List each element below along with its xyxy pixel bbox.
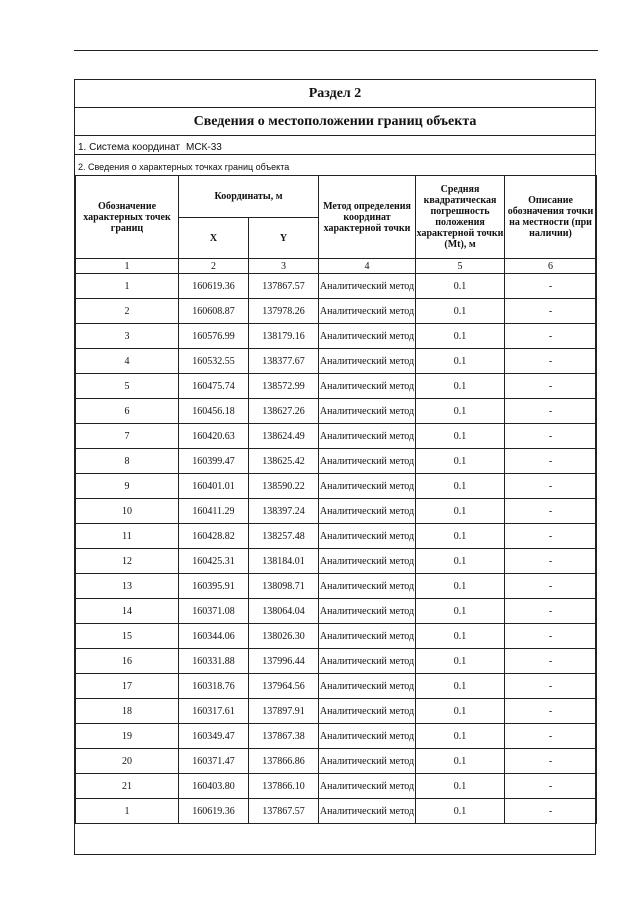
cell-y: 138026.30 — [249, 624, 319, 649]
cell-y: 138184.01 — [249, 549, 319, 574]
cell-x: 160371.47 — [179, 749, 249, 774]
cell-y: 138627.26 — [249, 399, 319, 424]
cell-method: Аналитический метод — [319, 274, 416, 299]
cell-method: Аналитический метод — [319, 599, 416, 624]
cell-method: Аналитический метод — [319, 749, 416, 774]
cell-error: 0.1 — [416, 274, 505, 299]
cell-x: 160317.61 — [179, 699, 249, 724]
cell-error: 0.1 — [416, 624, 505, 649]
cell-point: 3 — [76, 324, 179, 349]
table-row — [76, 649, 597, 674]
cell-method: Аналитический метод — [319, 299, 416, 324]
cell-y: 138397.24 — [249, 499, 319, 524]
cell-y: 137867.57 — [249, 799, 319, 824]
cell-point: 1 — [76, 799, 179, 824]
cell-x: 160456.18 — [179, 399, 249, 424]
cell-method: Аналитический метод — [319, 799, 416, 824]
cell-description: - — [505, 324, 597, 349]
section-subtitle: Сведения о местоположении границ объекта — [75, 108, 595, 136]
table-row — [76, 374, 597, 399]
top-rule — [74, 50, 598, 51]
cell-description: - — [505, 674, 597, 699]
table-row — [76, 624, 597, 649]
cell-method: Аналитический метод — [319, 699, 416, 724]
col-number: 5 — [416, 259, 505, 274]
cell-point: 16 — [76, 649, 179, 674]
cell-point: 12 — [76, 549, 179, 574]
cell-x: 160401.01 — [179, 474, 249, 499]
cell-x: 160403.80 — [179, 774, 249, 799]
cell-point: 20 — [76, 749, 179, 774]
table-row — [76, 449, 597, 474]
cell-method: Аналитический метод — [319, 474, 416, 499]
cell-x: 160344.06 — [179, 624, 249, 649]
cell-description: - — [505, 274, 597, 299]
cell-description: - — [505, 474, 597, 499]
cell-description: - — [505, 449, 597, 474]
cell-x: 160399.47 — [179, 449, 249, 474]
cell-point: 19 — [76, 724, 179, 749]
cell-point: 1 — [76, 274, 179, 299]
cell-x: 160619.36 — [179, 799, 249, 824]
table-row — [76, 349, 597, 374]
cell-error: 0.1 — [416, 449, 505, 474]
table-row — [76, 799, 597, 824]
table-row — [76, 774, 597, 799]
cell-description: - — [505, 499, 597, 524]
cell-y: 138625.42 — [249, 449, 319, 474]
cell-description: - — [505, 799, 597, 824]
cell-x: 160608.87 — [179, 299, 249, 324]
cell-y: 137978.26 — [249, 299, 319, 324]
cell-point: 7 — [76, 424, 179, 449]
cell-x: 160331.88 — [179, 649, 249, 674]
cell-method: Аналитический метод — [319, 674, 416, 699]
cell-method: Аналитический метод — [319, 399, 416, 424]
cell-error: 0.1 — [416, 699, 505, 724]
cell-point: 6 — [76, 399, 179, 424]
cell-method: Аналитический метод — [319, 449, 416, 474]
cell-error: 0.1 — [416, 574, 505, 599]
section-title: Раздел 2 — [75, 80, 595, 108]
cell-y: 137867.57 — [249, 274, 319, 299]
table-row — [76, 724, 597, 749]
cell-error: 0.1 — [416, 324, 505, 349]
cell-error: 0.1 — [416, 399, 505, 424]
document-frame — [74, 79, 596, 855]
table-row — [76, 749, 597, 774]
cell-method: Аналитический метод — [319, 374, 416, 399]
cell-description: - — [505, 299, 597, 324]
cell-y: 137964.56 — [249, 674, 319, 699]
cell-y: 138064.04 — [249, 599, 319, 624]
cell-description: - — [505, 599, 597, 624]
cell-point: 9 — [76, 474, 179, 499]
cell-y: 137897.91 — [249, 699, 319, 724]
cell-y: 137866.86 — [249, 749, 319, 774]
cell-error: 0.1 — [416, 724, 505, 749]
cell-description: - — [505, 374, 597, 399]
col-number: 3 — [249, 259, 319, 274]
cell-description: - — [505, 749, 597, 774]
cell-y: 137866.10 — [249, 774, 319, 799]
cell-x: 160371.08 — [179, 599, 249, 624]
header-method: Метод определения координат характерной точки — [319, 176, 416, 259]
cell-description: - — [505, 699, 597, 724]
cell-point: 8 — [76, 449, 179, 474]
cell-description: - — [505, 424, 597, 449]
cell-description: - — [505, 524, 597, 549]
cell-method: Аналитический метод — [319, 774, 416, 799]
cell-method: Аналитический метод — [319, 424, 416, 449]
cell-point: 14 — [76, 599, 179, 624]
table-row — [76, 274, 597, 299]
cell-point: 10 — [76, 499, 179, 524]
cell-method: Аналитический метод — [319, 574, 416, 599]
cell-description: - — [505, 624, 597, 649]
cell-x: 160475.74 — [179, 374, 249, 399]
cell-error: 0.1 — [416, 299, 505, 324]
cell-method: Аналитический метод — [319, 724, 416, 749]
cell-error: 0.1 — [416, 374, 505, 399]
cell-error: 0.1 — [416, 674, 505, 699]
cell-y: 137996.44 — [249, 649, 319, 674]
col-number: 6 — [505, 259, 597, 274]
table-row — [76, 574, 597, 599]
table-row — [76, 599, 597, 624]
cell-y: 138572.99 — [249, 374, 319, 399]
cell-y: 137867.38 — [249, 724, 319, 749]
table-row — [76, 699, 597, 724]
table-row — [76, 674, 597, 699]
cell-y: 138377.67 — [249, 349, 319, 374]
cell-x: 160395.91 — [179, 574, 249, 599]
header-y: Y — [249, 218, 319, 259]
header-x: X — [179, 218, 249, 259]
cell-description: - — [505, 724, 597, 749]
cell-point: 2 — [76, 299, 179, 324]
header-description: Описание обозначения точки на местности (при наличии) — [505, 176, 597, 259]
points-table — [75, 175, 597, 824]
cell-error: 0.1 — [416, 424, 505, 449]
col-number: 4 — [319, 259, 416, 274]
cell-point: 11 — [76, 524, 179, 549]
cell-x: 160420.63 — [179, 424, 249, 449]
header-designation: Обозначение характерных точек границ — [76, 176, 179, 259]
cell-method: Аналитический метод — [319, 349, 416, 374]
cell-point: 21 — [76, 774, 179, 799]
cell-x: 160318.76 — [179, 674, 249, 699]
cell-error: 0.1 — [416, 649, 505, 674]
cell-method: Аналитический метод — [319, 624, 416, 649]
points-caption: 2. Сведения о характерных точках границ объекта — [78, 162, 290, 172]
cell-y: 138179.16 — [249, 324, 319, 349]
cell-error: 0.1 — [416, 549, 505, 574]
cell-description: - — [505, 574, 597, 599]
cell-error: 0.1 — [416, 349, 505, 374]
cell-description: - — [505, 399, 597, 424]
table-row — [76, 424, 597, 449]
cell-method: Аналитический метод — [319, 649, 416, 674]
cell-x: 160576.99 — [179, 324, 249, 349]
cell-x: 160428.82 — [179, 524, 249, 549]
cell-method: Аналитический метод — [319, 324, 416, 349]
cell-x: 160619.36 — [179, 274, 249, 299]
table-row — [76, 474, 597, 499]
header-error: Средняя квадратическая погрешность положения характерной точки (Mt), м — [416, 176, 505, 259]
cell-description: - — [505, 349, 597, 374]
table-row — [76, 549, 597, 574]
cell-x: 160532.55 — [179, 349, 249, 374]
cell-error: 0.1 — [416, 499, 505, 524]
coord-system-value: МСК-33 — [185, 142, 222, 153]
cell-error: 0.1 — [416, 599, 505, 624]
cell-method: Аналитический метод — [319, 524, 416, 549]
cell-y: 138624.49 — [249, 424, 319, 449]
cell-description: - — [505, 774, 597, 799]
header-coords: Координаты, м — [179, 176, 319, 218]
cell-error: 0.1 — [416, 774, 505, 799]
cell-description: - — [505, 649, 597, 674]
coord-system-line — [75, 140, 595, 155]
cell-y: 138590.22 — [249, 474, 319, 499]
cell-point: 15 — [76, 624, 179, 649]
table-row — [76, 399, 597, 424]
cell-point: 18 — [76, 699, 179, 724]
table-row — [76, 499, 597, 524]
cell-method: Аналитический метод — [319, 549, 416, 574]
cell-method: Аналитический метод — [319, 499, 416, 524]
cell-point: 4 — [76, 349, 179, 374]
coord-system-label: 1. Система координат — [78, 142, 180, 153]
col-number: 1 — [76, 259, 179, 274]
cell-description: - — [505, 549, 597, 574]
cell-error: 0.1 — [416, 799, 505, 824]
cell-y: 138257.48 — [249, 524, 319, 549]
cell-error: 0.1 — [416, 749, 505, 774]
cell-x: 160349.47 — [179, 724, 249, 749]
cell-error: 0.1 — [416, 474, 505, 499]
cell-y: 138098.71 — [249, 574, 319, 599]
cell-x: 160425.31 — [179, 549, 249, 574]
col-number: 2 — [179, 259, 249, 274]
cell-point: 17 — [76, 674, 179, 699]
table-row — [76, 524, 597, 549]
cell-error: 0.1 — [416, 524, 505, 549]
cell-point: 13 — [76, 574, 179, 599]
cell-x: 160411.29 — [179, 499, 249, 524]
table-row — [76, 324, 597, 349]
cell-point: 5 — [76, 374, 179, 399]
table-row — [76, 299, 597, 324]
